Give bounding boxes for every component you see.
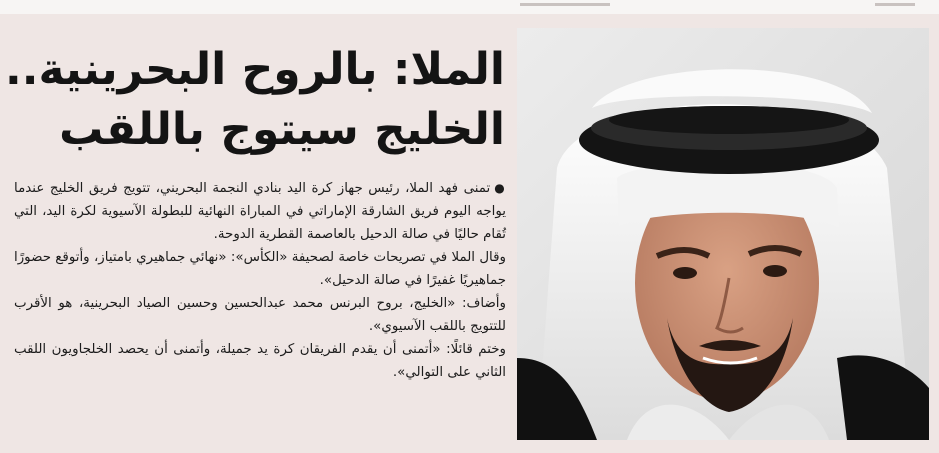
headline-line-1: الملا: بالروح البحرينية..: [5, 44, 505, 95]
article-paragraph: [14, 292, 506, 338]
cropped-header-fragment: [520, 3, 610, 6]
article-headline: [5, 40, 505, 160]
paragraph-text: وختم قائلًا: «أتمنى أن يقدم الفريقان كرة يد جميلة، وأتمنى أن يحصد الخلجاويون اللقب الثاني على التوالي».: [14, 342, 506, 380]
portrait-illustration: [517, 28, 929, 440]
headline-line-2: الخليج سيتوج باللقب: [59, 104, 505, 155]
cropped-header-fragment: [875, 3, 915, 6]
paragraph-text: تمنى فهد الملا، رئيس جهاز كرة اليد بنادي النجمة البحريني، تتويج فريق الخليج عندما يواجه اليوم فريق الشارقة الإماراتي في المباراة النهائية للبطولة الآسيوية لكرة اليد، التي تُقام حاليًا في صالة الدحيل بالعاصمة القطرية الدوحة.: [14, 181, 506, 242]
article-paragraph: [14, 177, 506, 246]
page-top-strip: [0, 0, 939, 14]
article-paragraph: [14, 338, 506, 384]
paragraph-text: وقال الملا في تصريحات خاصة لصحيفة «الكأس»: «نهائي جماهيري بامتياز، وأتوقع حضورًا جماهيريًا غفيرًا في صالة الدحيل».: [14, 250, 506, 288]
portrait-photo: [517, 28, 929, 440]
article-paragraph: [14, 246, 506, 292]
article-body: [14, 177, 506, 384]
paragraph-text: وأضاف: «الخليج، بروح البرنس محمد عبدالحسين وحسين الصياد البحرينية، هو الأقرب للتتويج باللقب الآسيوي».: [14, 296, 506, 334]
bullet-icon: ●: [494, 181, 506, 195]
